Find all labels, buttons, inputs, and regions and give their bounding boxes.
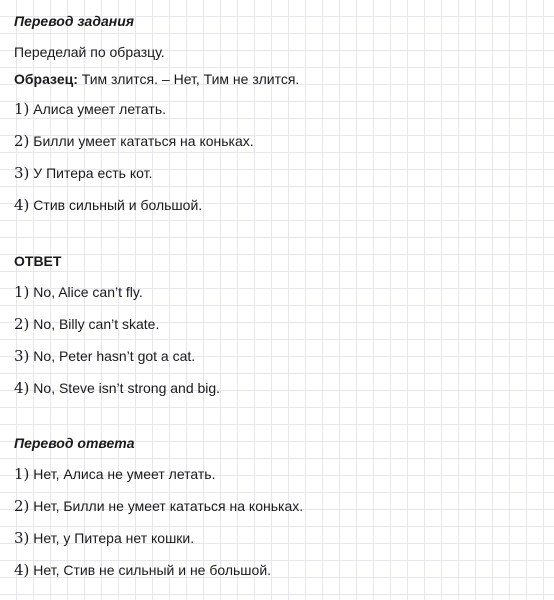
answer-item	[14, 315, 159, 333]
example-text: Тим злится. – Нет, Тим не злится.	[81, 71, 300, 87]
answer-translation-item	[14, 529, 194, 547]
answer-item	[14, 283, 143, 301]
task-item	[14, 100, 166, 118]
task-item-number: 4)	[14, 196, 30, 214]
task-item-number: 3)	[14, 164, 30, 182]
task-item-text: Билли умеет кататься на коньках.	[33, 133, 254, 149]
example-label: Образец:	[14, 71, 78, 87]
answer-item-text: No, Alice can’t fly.	[33, 284, 143, 300]
answer-translation-item-text: Нет, Билли не умеет кататься на коньках.	[33, 498, 304, 514]
task-translation-heading: Перевод задания	[14, 13, 135, 29]
answer-translation-item-number: 3)	[14, 529, 30, 547]
answer-item-text: No, Steve isn’t strong and big.	[33, 380, 221, 396]
answer-item-number: 2)	[14, 315, 30, 333]
answer-item	[14, 347, 195, 365]
task-item-number: 2)	[14, 132, 30, 150]
answer-translation-item-text: Нет, у Питера нет кошки.	[33, 530, 195, 546]
answer-translation-item-text: Нет, Алиса не умеет летать.	[33, 466, 216, 482]
task-item-text: У Питера есть кот.	[33, 165, 153, 181]
answer-translation-item	[14, 465, 215, 483]
answer-translation-item	[14, 561, 271, 579]
task-instruction: Переделай по образцу.	[14, 44, 165, 60]
task-item-text: Стив сильный и большой.	[33, 197, 203, 213]
answer-translation-item-text: Нет, Стив не сильный и не большой.	[33, 562, 272, 578]
answer-heading: ОТВЕТ	[14, 253, 62, 269]
task-item	[14, 196, 202, 214]
answer-item-number: 4)	[14, 379, 30, 397]
task-item-number: 1)	[14, 100, 30, 118]
answer-translation-item-number: 1)	[14, 465, 30, 483]
answer-translation-item-number: 4)	[14, 561, 30, 579]
task-item	[14, 164, 152, 182]
answer-item-text: No, Billy can’t skate.	[33, 316, 160, 332]
answer-item-number: 1)	[14, 283, 30, 301]
answer-item-text: No, Peter hasn’t got a cat.	[33, 348, 196, 364]
answer-item-number: 3)	[14, 347, 30, 365]
answer-translation-item-number: 2)	[14, 497, 30, 515]
answer-item	[14, 379, 220, 397]
task-item-text: Алиса умеет летать.	[33, 101, 166, 117]
task-item	[14, 132, 254, 150]
answer-translation-heading: Перевод ответа	[14, 435, 135, 451]
answer-translation-item	[14, 497, 303, 515]
example-line	[14, 70, 299, 88]
